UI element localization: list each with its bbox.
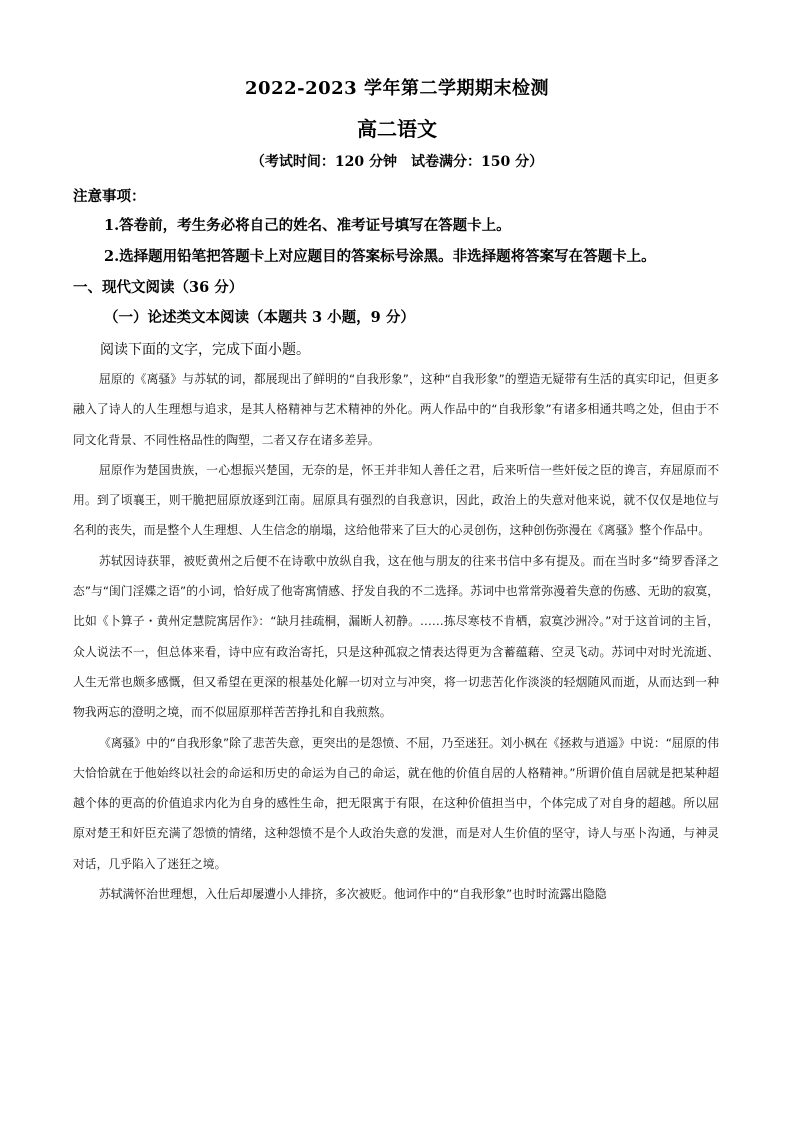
passage-paragraph-5: 苏轼满怀治世理想，入仕后却屡遭小人排挤，多次被贬。他词作中的“自我形象”也时时流露出隐隐 xyxy=(98,887,607,902)
passage-paragraph-2: 屈原作为楚国贵族，一心想振兴楚国，无奈的是，怀王并非知人善任之君，后来听信一些奸佞之臣的谗言，弃屈原而不用。到了顷襄王，则干脆把屈原放逐到江南。屈原具有强烈的自我意识，因此，政治上的失意对他来说，就不仅仅是地位与名利的丧失，而是整个人生理想、人生信念的崩塌，这给他带来了巨大的心灵创伤，这种创伤弥漫在《离骚》整个作品中。 xyxy=(73,462,719,538)
exam-info: （考试时间：120 分钟 试卷满分：150 分） xyxy=(250,154,544,170)
notes-item-2: 2.选择题用铅笔把答题卡上对应题目的答案标号涂黑。非选择题将答案写在答题卡上。 xyxy=(104,248,656,265)
section-heading: 一、现代文阅读（36 分） xyxy=(73,279,244,296)
passage-paragraph-4: 《离骚》中的“自我形象”除了悲苦失意，更突出的是怨愤、不屈，乃至迷狂。刘小枫在《拯救与逍遥》中说：“屈原的伟大恰恰就在于他始终以社会的命运和历史的命运为自己的命运，就在他的价值自居的人格精神。”所谓价值自居就是把某种超越个体的更高的价值追求内化为自身的感性生命，把无限寓于有限，在这种价值担当中，个体完成了对自身的超越。所以屈原对楚王和奸臣充满了怨愤的情绪，这种怨愤不是个人政治失意的发泄，而是对人生价值的坚守，诗人与巫卜沟通，与神灵对话，几乎陷入了迷狂之境。 xyxy=(73,735,719,871)
passage-paragraph-3: 苏轼因诗获罪，被贬黄州之后便不在诗歌中放纵自我，这在他与朋友的往来书信中多有提及。而在当时多“绮罗香泽之态”与“闺门淫媟之语”的小词，恰好成了他寄寓情感、抒发自我的不二选择。苏词中也常常弥漫着失意的伤感、无助的寂寞，比如《卜算子・黄州定慧院寓居作》：“缺月挂疏桐，漏断人初静。……拣尽寒枝不肯栖，寂寞沙洲冷。”对于这首词的主旨，众人说法不一，但总体来看，诗中应有政治寄托，只是这种孤寂之情表达得更为含蓄蕴藉、空灵飞动。苏词中对时光流逝、人生无常也颇多感慨，但又希望在更深的根基处化解一切对立与冲突，将一切悲苦化作淡淡的轻烟随风而逝，从而达到一种物我两忘的澄明之境，而不似屈原那样苦苦挣扎和自我煎熬。 xyxy=(73,553,719,720)
exam-subject: 高二语文 xyxy=(357,117,437,141)
reading-passage xyxy=(73,364,719,909)
exam-title: 2022-2023 学年第二学期期末检测 xyxy=(245,78,549,99)
notes-item-1: 1.答卷前，考生务必将自己的姓名、准考证号填写在答题卡上。 xyxy=(104,217,511,234)
reading-instruction: 阅读下面的文字，完成下面小题。 xyxy=(100,342,310,358)
passage-paragraph-1: 屈原的《离骚》与苏轼的词，都展现出了鲜明的“自我形象”，这种“自我形象”的塑造无疑带有生活的真实印记，但更多融入了诗人的人生理想与追求，是其人格精神与艺术精神的外化。两人作品中的“自我形象”有诸多相通共鸣之处，但由于不同文化背景、不同性格品性的陶塑，二者又存在诸多差异。 xyxy=(73,372,719,447)
notes-heading: 注意事项： xyxy=(73,188,146,205)
section-subheading: （一）论述类文本阅读（本题共 3 小题，9 分） xyxy=(104,309,415,326)
